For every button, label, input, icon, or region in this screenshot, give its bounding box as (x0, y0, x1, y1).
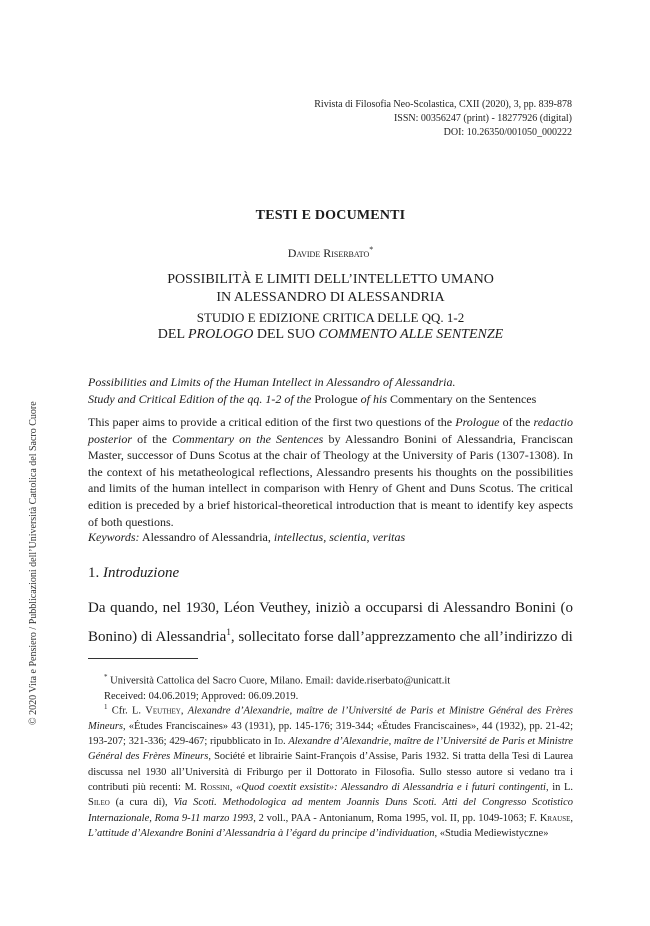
footnote-marker: * (104, 673, 108, 681)
section-heading-text: Introduzione (103, 565, 180, 581)
footnote-marker: 1 (104, 703, 108, 711)
english-title-text: Commentary (390, 392, 453, 406)
abstract-text: of the (499, 415, 534, 429)
footnote-text: , Société et librairie Saint-François d’Assise, Paris 1932. Si tratta della Tesi di Laurea discussa nel 1930 all’Università di Friburgo per il Dottorato in Filosofia. Sullo stesso autore si vedano tra i contributi più recenti: M. (88, 751, 573, 793)
english-title (88, 374, 573, 408)
english-title-text: Study and Critical Edition of the qq. 1-2 of the (88, 392, 315, 406)
footnote-text: Cfr. L. (107, 705, 146, 717)
keywords-text: Alessandro of Alessandria, (139, 530, 274, 544)
footnote-italic: Alexandre d’Alexandrie, maître de l’Université de Paris et Ministre Général des Frères Mineurs (88, 736, 573, 763)
subtitle-line-1: STUDIO E EDIZIONE CRITICA DELLE QQ. 1-2 (196, 310, 465, 325)
english-title-text: of his (357, 392, 390, 406)
abstract (88, 414, 573, 530)
abstract-italic: redactio posterior (88, 415, 574, 446)
body-paragraph (88, 596, 573, 649)
subtitle-text: DEL (157, 327, 188, 342)
footnote-divider (88, 658, 198, 659)
issn-line: ISSN: 00356247 (print) - 18277926 (digital) (393, 113, 572, 124)
journal-citation (314, 98, 572, 140)
section-title: TESTI E DOCUMENTI (255, 208, 406, 223)
abstract-italic: Commentary on the Sentences (172, 431, 324, 446)
english-title-text: Prologue (314, 392, 358, 406)
footnote-author-line-1 (104, 670, 573, 689)
footnote-italic: Via Scoti. Methodologica ad mentem Joannis Duns Scoti. Atti del Congresso Scotistico Internazionale, Roma 9-11 marzo 1993 (88, 797, 573, 824)
footnote-author: Sileo (88, 797, 110, 809)
keywords-label: Keywords: (88, 530, 140, 544)
body-text: , sollecitato forse dall’apprezzamento che all’indirizzo di (230, 629, 573, 645)
copyright-vertical: © 2020 Vita e Pensiero / Pubblicazioni dell’Università Cattolica del Sacro Cuore (28, 401, 39, 725)
footnote-ref[interactable]: 1 (226, 627, 231, 637)
footnote-text: . (282, 736, 289, 748)
abstract-italic: Prologue (455, 415, 500, 429)
subtitle-prologo: PROLOGO (188, 327, 254, 342)
author-footnote-marker[interactable]: * (369, 245, 374, 254)
journal-line: Rivista di Filosofia Neo-Scolastica, CXII (2020), 3, pp. 839-878 (314, 99, 572, 110)
footnote-author: Veuthey (145, 705, 181, 717)
footnote-author: Rossini (200, 781, 230, 793)
footnote-text: , 2 voll., PAA - Antonianum, Roma 1995, vol. II, pp. 1049-1063; F. (253, 812, 540, 824)
english-title-text: on the Sentences (452, 392, 537, 406)
footnote-italic: Alexandre d’Alexandrie, maître de l’Université de Paris et Ministre Général des Frères Mineurs (88, 705, 573, 732)
footnote-text: Università Cattolica del Sacro Cuore, Milano. Email: davide.riserbato@unicatt.it (110, 675, 451, 687)
footnote-text: , «Études Franciscaines» 43 (1931), pp. 145-176; 319-344; «Études Franciscaines», 44 (1932), pp. 21-42; 193-207; 321-336; 429-467; ripubblicato in (88, 720, 573, 748)
subtitle-line-2 (88, 326, 573, 344)
footnote-text: , (229, 781, 236, 793)
footnote-author (104, 670, 573, 704)
footnote-text: , (570, 812, 573, 824)
abstract-text: This paper aims to provide a critical edition of the first two questions of the (88, 415, 456, 429)
body-text: Da quando, nel 1930, Léon Veuthey, iniziò a occuparsi di Alessandro Bonini (o Bonino) di Alessandria (88, 600, 573, 645)
english-title-line-2 (88, 391, 573, 408)
subtitle-text: DEL SUO (253, 327, 319, 342)
footnote-author-line-2: Received: 04.06.2019; Approved: 06.09.2019. (104, 690, 299, 702)
title-line-2: IN ALESSANDRO DI ALESSANDRIA (216, 290, 445, 305)
doi-line: DOI: 10.26350/001050_000222 (443, 127, 572, 138)
footnote-text: (a cura di), (109, 797, 174, 809)
keywords-italic: intellectus, scientia, veritas (273, 530, 406, 544)
subtitle-commento: COMMENTO ALLE SENTENZE (318, 327, 504, 342)
footnote-author: Id (274, 736, 283, 748)
english-title-line-1: Possibilities and Limits of the Human Intellect in Alessandro of Alessandria. (88, 375, 456, 389)
article-title (88, 271, 573, 344)
section-heading (88, 565, 573, 582)
author-text: Davide Riserbato (287, 246, 370, 260)
author-name (88, 245, 573, 261)
footnote-author: Krause (539, 812, 571, 824)
footnote-italic: «Quod coextit exsistit»: Alessandro di Alessandria e i futuri contingenti (235, 781, 546, 793)
section-number: 1. (88, 565, 103, 581)
abstract-text: by Alessandro Bonini of Alessandria, Franciscan Master, successor of Duns Scotus at the chair of Theology at the University of Paris (1307-1308). In the context of his metatheological reflections, Alessandro presents his thoughts on the possibilities and limits of the human intellect in comparison with Henry of Ghent and Duns Scotus. The critical edition is preceded by a brief historical-theoretical introduction that is meant to identify key aspects of both questions. (88, 431, 573, 529)
footnote-1 (88, 700, 573, 841)
footnote-text: , (180, 705, 188, 717)
footnote-italic: L’attitude d’Alexandre Bonini d’Alessandria à l’égard du principe d’individuation (88, 827, 435, 839)
footnote-text: , in L. (545, 781, 574, 793)
keywords (88, 530, 573, 545)
title-line-1: POSSIBILITÀ E LIMITI DELL’INTELLETTO UMANO (167, 272, 494, 287)
abstract-text: of the (132, 431, 173, 446)
footnote-text: , «Studia Mediewistyczne» (434, 827, 549, 839)
